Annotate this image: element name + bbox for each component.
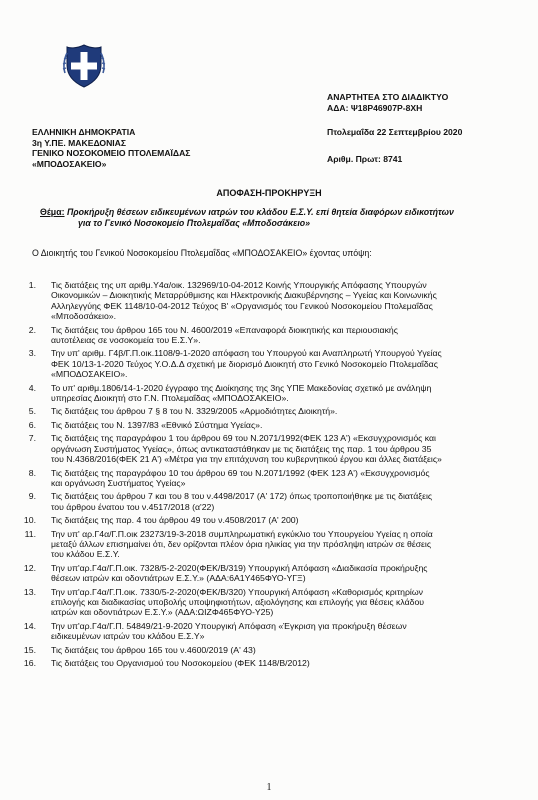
list-item-line: Τις διατάξεις της παρ. 4 του άρθρου 49 του ν.4508/2017 (Α' 200) bbox=[51, 515, 299, 526]
list-item bbox=[14, 406, 514, 416]
list-item-line: Τις διατάξεις του άρθρου 165 του Ν. 4600/2019 «Επαναφορά διοικητικής και περιουσιακής bbox=[51, 324, 398, 335]
list-item bbox=[14, 468, 514, 489]
list-item bbox=[14, 529, 514, 560]
list-item-number: 1. bbox=[28, 280, 36, 290]
list-item-line: αυτοτέλειας σε νοσοκομεία του Ε.Σ.Υ». bbox=[51, 335, 201, 346]
list-item-number: 12. bbox=[23, 562, 36, 573]
list-item bbox=[14, 621, 514, 642]
subject-text: Προκήρυξη θέσεων ειδικευμένων ιατρών του κλάδου Ε.Σ.Υ. επί θητεία διαφόρων ειδικοτήτων bbox=[66, 207, 454, 217]
post-notice: ΑΝΑΡΤΗΤΕΑ ΣΤΟ ΔΙΑΔΙΚΤΥΟ bbox=[327, 92, 449, 102]
list-item bbox=[14, 645, 514, 655]
intro-text: Ο Διοικητής του Γενικού Νοσοκομείου Πτολεμαΐδας «ΜΠΟΔΟΣΑΚΕΙΟ» έχοντας υπόψη: bbox=[32, 248, 372, 258]
list-item-number: 14. bbox=[23, 620, 36, 631]
list-item bbox=[14, 658, 514, 668]
list-item-number: 16. bbox=[23, 658, 36, 668]
list-item-number: 5. bbox=[28, 406, 36, 417]
page-number: 1 bbox=[266, 782, 272, 793]
list-item-line: ΦΕΚ 10/13-1-2020 Τεύχος Υ.Ο.Δ.Δ σχετική με διορισμό Διοικητή στο Γενικό Νοσοκομείο Πτολεμαΐδας bbox=[51, 358, 438, 369]
list-item-line: «Μποδοσάκειο». bbox=[51, 311, 117, 322]
list-item-line: Οικονομικών – Διοικητικής Μεταρρύθμισης και Ηλεκτρονικής Διακυβέρνησης – Υγείας και Κοινωνικής bbox=[51, 290, 437, 301]
list-item-line: Την υπ'αρ.Γ4α/Γ.Π.οικ. 7328/5-2-2020(ΦΕΚ/Β/319) Υπουργική Απόφαση «Διαδικασία προκήρυξης bbox=[51, 562, 428, 573]
list-item-line: Την υπ' αριθμ. Γ4β/Γ.Π.οικ.1108/9-1-2020 απόφαση του Υπουργού και Αναπληρωτή Υπουργού Υγείας bbox=[51, 348, 442, 359]
org-line: ΓΕΝΙΚΟ ΝΟΣΟΚΟΜΕΙΟ ΠΤΟΛΕΜΑΪΔΑΣ bbox=[32, 148, 191, 159]
list-item-line: Τις διατάξεις του άρθρου 165 του ν.4600/2019 (Α' 43) bbox=[51, 644, 256, 655]
post-notice-block bbox=[327, 92, 448, 113]
issuer-block bbox=[32, 127, 190, 169]
list-item bbox=[14, 325, 514, 346]
list-item-line: Την υπ'αρ.Γ4α/Γ.Π. 54849/21-9-2020 Υπουργική Απόφαση «Έγκριση για προκήρυξη θέσεων bbox=[51, 620, 407, 631]
list-item-number: 9. bbox=[28, 491, 36, 502]
list-item-number: 13. bbox=[23, 586, 36, 597]
list-item-line: Τις διατάξεις του Ν. 1397/83 «Εθνικό Σύστημα Υγείας». bbox=[51, 419, 263, 430]
org-line: 3η Υ.ΠΕ. ΜΑΚΕΔΟΝΙΑΣ bbox=[32, 137, 127, 148]
list-item-number: 6. bbox=[28, 419, 36, 430]
subject bbox=[40, 207, 510, 229]
list-item-line: Τις διατάξεις της υπ αριθμ.Υ4α/οικ. 132969/10-04-2012 Κοινής Υπουργικής Απόφασης Υπουργών bbox=[51, 280, 427, 290]
ada-code: ΑΔΑ: Ψ18Ρ46907Ρ-8ΧΗ bbox=[327, 102, 423, 113]
list-item-number: 15. bbox=[23, 644, 36, 655]
list-item-line: «ΜΠΟΔΟΣΑΚΕΙΟ». bbox=[51, 369, 128, 380]
list-item-line: οργάνωση Συστήματος Υγείας», όπως αντικαταστάθηκαν με τις διατάξεις της παρ. 1 του άρθρου 35 bbox=[51, 443, 432, 454]
list-item-number: 7. bbox=[28, 433, 36, 444]
date-protocol-block bbox=[327, 127, 462, 164]
list-item bbox=[14, 433, 514, 464]
org-line: ΕΛΛΗΝΙΚΗ ΔΗΜΟΚΡΑΤΙΑ bbox=[32, 127, 136, 137]
list-item-line: του Ν.4368/2016(ΦΕΚ 21 Α') «Μέτρα για την επιτάχυνση του κυβερνητικού έργου και άλλες διατάξεις» bbox=[51, 454, 442, 465]
list-item-line: Τις διατάξεις του Οργανισμού του Νοσοκομείου (ΦΕΚ 1148/Β/2012) bbox=[51, 658, 310, 668]
list-item-line: μεταξύ άλλων επισημαίνει ότι, δεν ορίζονται πλέον όρια ηλικίας για την πρόσληψη ιατρών σε θέσεις bbox=[51, 538, 432, 549]
subject-label: Θέμα: bbox=[40, 207, 65, 217]
document-date: Πτολεμαΐδα 22 Σεπτεμβρίου 2020 bbox=[327, 127, 463, 137]
list-item-number: 8. bbox=[28, 467, 36, 478]
list-item-number: 4. bbox=[28, 382, 36, 393]
list-item-line: Αλληλεγγύης ΦΕΚ 1148/10-04-2012 Τεύχος Β' «Οργανισμός του Γενικού Νοσοκομείου Πτολεμαΐδας bbox=[51, 300, 433, 311]
list-item bbox=[14, 587, 514, 618]
list-item bbox=[14, 383, 514, 404]
list-item-line: Τις διατάξεις του άρθρου 7 § 8 του Ν. 3329/2005 «Αρμοδιότητες Διοικητή». bbox=[51, 406, 338, 417]
list-item-line: Τις διατάξεις της παραγράφου 10 του άρθρου 69 του Ν.2071/1992 (ΦΕΚ 123 Α') «Εκσυγχρονισμός bbox=[51, 467, 430, 478]
list-item bbox=[14, 348, 514, 379]
list-item bbox=[14, 515, 514, 525]
list-item-line: υπηρεσίας Διοικητή στο Γ.Ν. Πτολεμαΐδας «ΜΠΟΔΟΣΑΚΕΙΟ». bbox=[51, 393, 289, 404]
list-item-line: επιλογής και διαδικασίας υποβολής υποψηφιοτήτων, αξιολόγησης και επιλογής για θέσεις κλάδου bbox=[51, 596, 425, 607]
list-item-number: 3. bbox=[28, 348, 36, 359]
list-item-line: Την υπ'αρ.Γ4α/Γ.Π.οικ. 7330/5-2-2020(ΦΕΚ/Β/320) Υπουργική Απόφαση «Καθορισμός κριτηρίων bbox=[51, 586, 423, 597]
list-item-line: Τις διατάξεις της παραγράφου 1 του άρθρου 69 του Ν.2071/1992(ΦΕΚ 123 Α') «Εκσυγχρονισμός και bbox=[51, 433, 436, 444]
greek-coat-of-arms-icon bbox=[61, 43, 107, 89]
document-title: ΑΠΟΦΑΣΗ-ΠΡΟΚΗΡΥΞΗ bbox=[216, 188, 322, 198]
considerations-list bbox=[14, 280, 514, 671]
list-item bbox=[14, 563, 514, 584]
list-item-line: του άρθρου ένατου του ν.4517/2018 (α'22) bbox=[51, 501, 215, 512]
list-item-line: Το υπ' αριθμ.1806/14-1-2020 έγγραφο της Διοίκησης της 3ης ΥΠΕ Μακεδονίας σχετικό με ανάληψη bbox=[51, 382, 432, 393]
list-item-line: θέσεων ιατρών και οδοντιάτρων Ε.Σ.Υ.» (ΑΔΑ:6Α1Υ465ΦΥΟ-ΥΓΞ) bbox=[51, 573, 306, 584]
list-item-line: Την υπ' αρ.Γ4α/Γ.Π.οικ 23273/19-3-2018 συμπληρωματική εγκύκλιο του Υπουργείου Υγείας η οποία bbox=[51, 528, 433, 539]
list-item-number: 10. bbox=[23, 515, 36, 526]
org-line: «ΜΠΟΔΟΣΑΚΕΙΟ» bbox=[32, 158, 107, 169]
list-item-number: 11. bbox=[24, 528, 36, 539]
list-item bbox=[14, 491, 514, 512]
list-item-line: ειδικευμένων ιατρών του κλάδου Ε.Σ.Υ» bbox=[51, 631, 205, 642]
list-item bbox=[14, 420, 514, 430]
list-item-number: 2. bbox=[28, 324, 36, 335]
list-item-line: του κλάδου Ε.Σ.Υ. bbox=[51, 549, 120, 560]
list-item bbox=[14, 280, 514, 322]
protocol-number: Αριθμ. Πρωτ: 8741 bbox=[327, 153, 403, 164]
list-item-line: Τις διατάξεις του άρθρου 7 και του 8 του ν.4498/2017 (Α' 172) όπως τροποποιήθηκε με τις διατάξεις bbox=[51, 491, 433, 502]
list-item-line: και οργάνωση Συστήματος Υγείας» bbox=[51, 477, 186, 488]
subject-text-cont: για το Γενικό Νοσοκομείο Πτολεμαΐδας «Μποδοσάκειο» bbox=[78, 218, 311, 228]
list-item-line: ιατρών και οδοντιάτρων Ε.Σ.Υ.» (ΑΔΑ:ΩΙΖΦ465ΦΥΟ-Υ25) bbox=[51, 607, 274, 618]
